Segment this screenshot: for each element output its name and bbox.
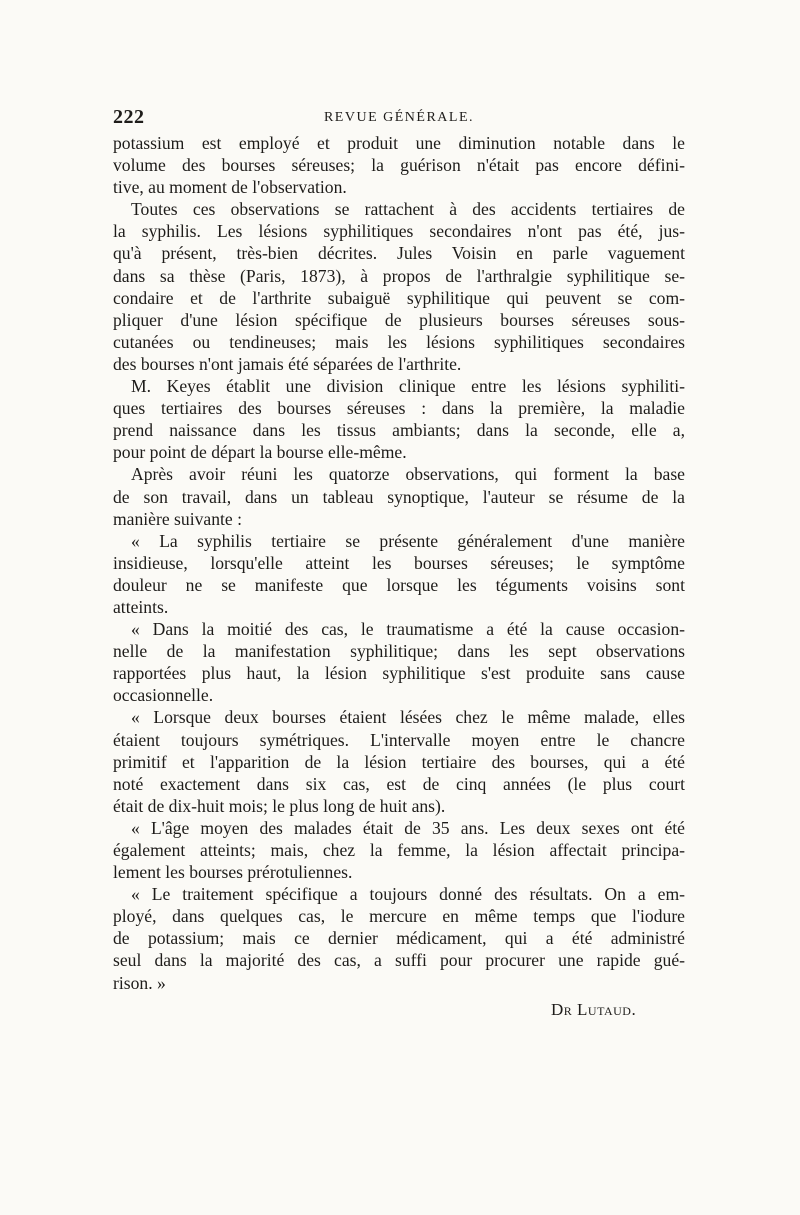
running-title: REVUE GÉNÉRALE.: [323, 110, 475, 125]
text-line: étaient toujours symétriques. L'intervalle moyen entre le chancre: [113, 729, 685, 750]
text-line: pliquer d'une lésion spécifique de plusieurs bourses séreuses sous-: [113, 309, 685, 330]
text-line: de son travail, dans un tableau synoptique, l'auteur se résume de la: [113, 486, 685, 507]
text-line: ques tertiaires des bourses séreuses : dans la première, la maladie: [113, 398, 685, 419]
text-line: insidieuse, lorsqu'elle atteint les bourses séreuses; le symptôme: [113, 552, 685, 573]
text-line: pour point de départ la bourse elle-même.: [113, 442, 407, 463]
text-line: la syphilis. Les lésions syphilitiques secondaires n'ont pas été, jus-: [113, 221, 685, 242]
text-line: Après avoir réuni les quatorze observations, qui forment la base: [131, 464, 685, 485]
text-line: primitif et l'apparition de la lésion tertiaire des bourses, qui a été: [113, 751, 685, 772]
article-body: [113, 132, 685, 994]
text-line: dans sa thèse (Paris, 1873), à propos de l'arthralgie syphilitique se-: [113, 265, 685, 286]
text-line: tive, au moment de l'observation.: [113, 177, 347, 198]
text-line: qu'à présent, très-bien décrites. Jules Voisin en parle vaguement: [113, 243, 685, 264]
text-line: volume des bourses séreuses; la guérison n'était pas encore défini-: [113, 155, 685, 176]
text-line: « Le traitement spécifique a toujours donné des résultats. On a em-: [131, 884, 685, 905]
text-line: prend naissance dans les tissus ambiants; dans la seconde, elle a,: [113, 420, 685, 441]
text-line: cutanées ou tendineuses; mais les lésions syphilitiques secondaires: [113, 331, 685, 352]
text-line: condaire et de l'arthrite subaiguë syphilitique qui peuvent se com-: [113, 287, 685, 308]
text-line: douleur ne se manifeste que lorsque les téguments voisins sont: [113, 574, 685, 595]
text-line: rapportées plus haut, la lésion syphilitique s'est produite sans cause: [113, 663, 685, 684]
text-line: de potassium; mais ce dernier médicament, qui a été administré: [113, 928, 685, 949]
text-line: « La syphilis tertiaire se présente généralement d'une manière: [131, 530, 685, 551]
text-line: « L'âge moyen des malades était de 35 ans. Les deux sexes ont été: [131, 817, 685, 838]
text-line: nelle de la manifestation syphilitique; dans les sept observations: [113, 641, 685, 662]
text-line: noté exactement dans six cas, est de cinq années (le plus court: [113, 773, 685, 794]
text-line: était de dix-huit mois; le plus long de huit ans).: [113, 795, 446, 816]
text-line: également atteints; mais, chez la femme, la lésion affectait principa-: [113, 840, 685, 860]
text-line: lement les bourses prérotuliennes.: [113, 862, 353, 883]
text-line: « Lorsque deux bourses étaient lésées chez le même malade, elles: [131, 707, 685, 728]
text-line: ployé, dans quelques cas, le mercure en même temps que l'iodure: [113, 906, 685, 927]
text-line: potassium est employé et produit une diminution notable dans le: [113, 133, 685, 153]
text-line: rison. »: [113, 972, 166, 993]
text-line: des bourses n'ont jamais été séparées de l'arthrite.: [113, 353, 462, 374]
text-line: « Dans la moitié des cas, le traumatisme a été la cause occasion-: [131, 619, 685, 640]
text-line: seul dans la majorité des cas, a suffi pour procurer une rapide gué-: [113, 950, 685, 971]
page-number: 222: [113, 106, 145, 128]
text-line: occasionnelle.: [113, 685, 214, 706]
running-header: [113, 106, 685, 132]
text-line: manière suivante :: [113, 508, 242, 529]
text-line: atteints.: [113, 596, 169, 617]
text-line: M. Keyes établit une division clinique entre les lésions syphiliti-: [131, 376, 685, 397]
text-line: Toutes ces observations se rattachent à des accidents tertiaires de: [131, 199, 685, 220]
author-signature: Dr Lutaud.: [551, 1000, 637, 1019]
